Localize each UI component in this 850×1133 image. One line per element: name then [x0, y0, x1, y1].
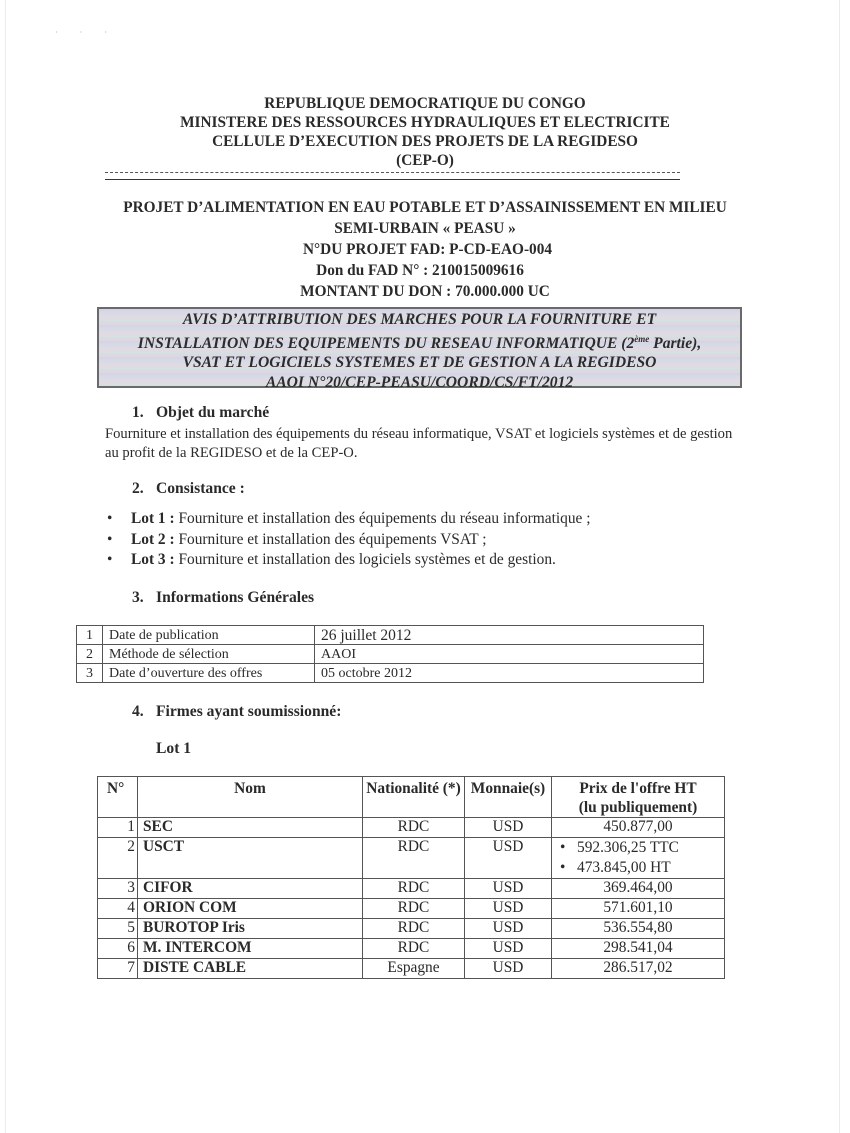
cell-no: 5	[98, 919, 138, 939]
lot-label: Lot 2 :	[131, 530, 175, 548]
section-firmes	[132, 703, 341, 721]
cell-monnaie: USD	[465, 838, 552, 879]
header-nom: Nom	[138, 777, 363, 818]
scan-edge-right	[839, 0, 840, 1133]
header-no: N°	[98, 777, 138, 818]
section-title: Consistance :	[156, 480, 245, 497]
letterhead-ministry: MINISTERE DES RESSOURCES HYDRAULIQUES ET ELECTRICITE	[180, 114, 670, 131]
list-item-lot1	[105, 509, 745, 530]
header-divider-dashed	[105, 172, 680, 173]
notice-banner	[97, 307, 742, 391]
cell-nationalite: Espagne	[363, 959, 465, 979]
row-number: 2	[77, 645, 103, 664]
letterhead	[100, 94, 750, 170]
project-title-line1: PROJET D’ALIMENTATION EN EAU POTABLE ET D’ASSAINISSEMENT EN MILIEU	[123, 199, 727, 216]
cell-prix	[552, 838, 725, 879]
banner-line2-tail: Partie),	[649, 334, 702, 352]
section-number: 1.	[132, 404, 144, 421]
info-key: Date d’ouverture des offres	[103, 664, 315, 683]
cell-no: 4	[98, 899, 138, 919]
objet-text: Fourniture et installation des équipements du réseau informatique, VSAT et logiciels systèmes et de gestion au profit de la REGIDESO et de la CEP-O.	[105, 426, 733, 461]
section-consistance	[132, 480, 245, 498]
table-header-row	[98, 777, 725, 818]
project-block	[100, 197, 750, 302]
price-ttc: • 592.306,25 TTC	[560, 838, 724, 858]
cell-nationalite: RDC	[363, 818, 465, 838]
cell-nom: CIFOR	[138, 879, 363, 899]
banner-line2	[99, 330, 740, 354]
lot-text: Fourniture et installation des équipements VSAT ;	[174, 530, 487, 548]
cell-nationalite: RDC	[363, 899, 465, 919]
section-title: Firmes ayant soumissionné:	[156, 703, 342, 720]
letterhead-cell: CELLULE D’EXECUTION DES PROJETS DE LA REGIDESO	[212, 133, 638, 150]
section-title: Objet du marché	[156, 404, 270, 421]
info-key: Date de publication	[103, 626, 315, 645]
cell-nationalite: RDC	[363, 919, 465, 939]
list-item-lot3	[105, 550, 745, 571]
header-divider-solid	[105, 179, 680, 180]
table-row	[98, 899, 725, 919]
table-row	[77, 626, 704, 645]
info-value: AAOI	[315, 645, 704, 664]
cell-nom: BUROTOP Iris	[138, 919, 363, 939]
scan-specks: · · ·	[55, 28, 117, 37]
info-table	[76, 625, 704, 683]
price-list	[552, 838, 724, 878]
header-monnaie: Monnaie(s)	[465, 777, 552, 818]
info-value: 26 juillet 2012	[315, 626, 704, 645]
cell-monnaie: USD	[465, 818, 552, 838]
info-value: 05 octobre 2012	[315, 664, 704, 683]
list-item-lot2	[105, 530, 745, 551]
cell-no: 1	[98, 818, 138, 838]
banner-line2-text: INSTALLATION DES EQUIPEMENTS DU RESEAU INFORMATIQUE (2	[137, 334, 635, 352]
lot-label: Lot 3 :	[131, 551, 175, 568]
cell-nationalite: RDC	[363, 838, 465, 879]
section-number: 2.	[132, 480, 144, 497]
scan-edge-left	[5, 0, 6, 1133]
cell-no: 2	[98, 838, 138, 879]
grant-number: Don du FAD N° : 210015009616	[316, 262, 524, 279]
row-number: 3	[77, 664, 103, 683]
section-number: 3.	[132, 589, 144, 606]
lot-label: Lot 1 :	[131, 510, 175, 527]
cell-prix: 571.601,10	[552, 899, 725, 919]
header-prix-line1: Prix de l'offre HT	[579, 780, 697, 797]
cell-no: 7	[98, 959, 138, 979]
price-ht: • 473.845,00 HT	[560, 858, 724, 878]
banner-line1: AVIS D’ATTRIBUTION DES MARCHES POUR LA FOURNITURE ET	[182, 311, 657, 328]
row-number: 1	[77, 626, 103, 645]
info-key: Méthode de sélection	[103, 645, 315, 664]
section-informations	[132, 589, 314, 607]
cell-monnaie: USD	[465, 959, 552, 979]
cell-no: 6	[98, 939, 138, 959]
letterhead-country: REPUBLIQUE DEMOCRATIQUE DU CONGO	[264, 95, 586, 112]
cell-prix: 536.554,80	[552, 919, 725, 939]
table-row	[98, 879, 725, 899]
section-objet	[132, 404, 269, 422]
table-row	[77, 645, 704, 664]
banner-line3: VSAT ET LOGICIELS SYSTEMES ET DE GESTION A LA REGIDESO	[182, 354, 657, 372]
lot-text: Fourniture et installation des logiciels systèmes et de gestion.	[174, 551, 556, 568]
cell-nationalite: RDC	[363, 939, 465, 959]
lot1-heading: Lot 1	[156, 740, 192, 757]
cell-no: 3	[98, 879, 138, 899]
cell-nom: ORION COM	[138, 899, 363, 919]
project-title-line2: SEMI-URBAIN « PEASU »	[334, 220, 516, 237]
lot-text: Fourniture et installation des équipements du réseau informatique ;	[174, 510, 591, 527]
cell-prix: 450.877,00	[552, 818, 725, 838]
table-row	[98, 838, 725, 879]
cell-nom: USCT	[138, 838, 363, 879]
project-number: N°DU PROJET FAD: P-CD-EAO-004	[302, 241, 552, 258]
banner-line4: AAOI N°20/CEP-PEASU/COORD/CS/FT/2012	[265, 373, 574, 391]
header-prix-line2: (lu publiquement)	[578, 799, 698, 816]
cell-prix: 286.517,02	[552, 959, 725, 979]
cell-monnaie: USD	[465, 899, 552, 919]
cell-nom: DISTE CABLE	[138, 959, 363, 979]
table-row	[77, 664, 704, 683]
cell-prix: 298.541,04	[552, 939, 725, 959]
cell-nom: M. INTERCOM	[138, 939, 363, 959]
cell-monnaie: USD	[465, 919, 552, 939]
table-row	[98, 939, 725, 959]
cell-prix: 369.464,00	[552, 879, 725, 899]
firms-table	[97, 776, 725, 979]
cell-nom: SEC	[138, 818, 363, 838]
cell-monnaie: USD	[465, 939, 552, 959]
cell-monnaie: USD	[465, 879, 552, 899]
section-number: 4.	[132, 703, 144, 720]
header-prix	[552, 777, 725, 818]
section-title: Informations Générales	[156, 589, 315, 606]
table-row	[98, 959, 725, 979]
table-row	[98, 818, 725, 838]
cell-nationalite: RDC	[363, 879, 465, 899]
letterhead-acronym: (CEP-O)	[396, 152, 454, 169]
banner-line2-sup: ème	[634, 333, 650, 344]
grant-amount: MONTANT DU DON : 70.000.000 UC	[300, 283, 550, 300]
lots-list	[105, 509, 745, 571]
header-nationalite: Nationalité (*)	[363, 777, 465, 818]
table-row	[98, 919, 725, 939]
